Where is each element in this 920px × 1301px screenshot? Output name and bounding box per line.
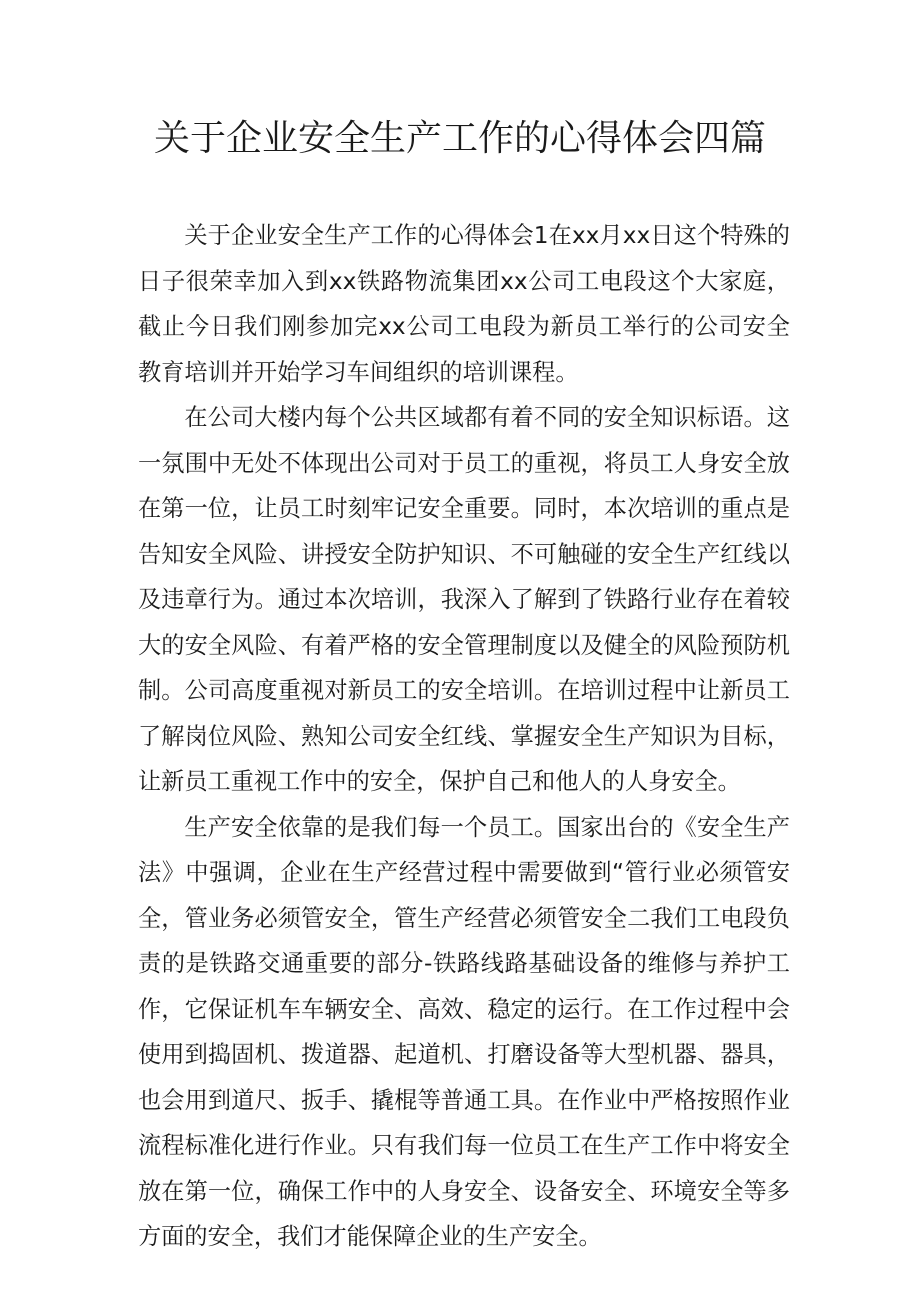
document-title: 关于企业安全生产工作的心得体会四篇 xyxy=(153,118,766,159)
paragraph-1: 关于企业安全生产工作的心得体会1在xx月xx日这个特殊的日子很荣幸加入到xx铁路物流集团xx公司工电段这个大家庭，截止今日我们刚参加完xx公司工电段为新员工举行的公司安全教育培训并开始学习车间组织的培训课程。 xyxy=(138,222,790,386)
paragraph-3: 生产安全依靠的是我们每一个员工。国家出台的《安全生产法》中强调，企业在生产经营过程中需要做到“管行业必须管安全，管业务必须管安全，管生产经营必须管安全二我们工电段负责的是铁路交通重要的部分-铁路线路基础设备的维修与养护工作，它保证机车车辆安全、高效、稳定的运行。在工作过程中会使用到捣固机、拨道器、起道机、打磨设备等大型机器、器具，也会用到道尺、扳手、撬棍等普通工具。在作业中严格按照作业流程标准化进行作业。只有我们每一位员工在生产工作中将安全放在第一位，确保工作中的人身安全、设备安全、环境安全等多方面的安全，我们才能保障企业的生产安全。 xyxy=(138,813,790,1250)
document-body xyxy=(138,213,790,1260)
paragraph-2: 在公司大楼内每个公共区域都有着不同的安全知识标语。这一氛围中无处不体现出公司对于员工的重视，将员工人身安全放在第一位，让员工时刻牢记安全重要。同时，本次培训的重点是告知安全风险、讲授安全防护知识、不可触碰的安全生产红线以及违章行为。通过本次培训，我深入了解到了铁路行业存在着较大的安全风险、有着严格的安全管理制度以及健全的风险预防机制。公司高度重视对新员工的安全培训。在培训过程中让新员工了解岗位风险、熟知公司安全红线、掌握安全生产知识为目标，让新员工重视工作中的安全，保护自己和他人的人身安全。 xyxy=(138,404,790,795)
